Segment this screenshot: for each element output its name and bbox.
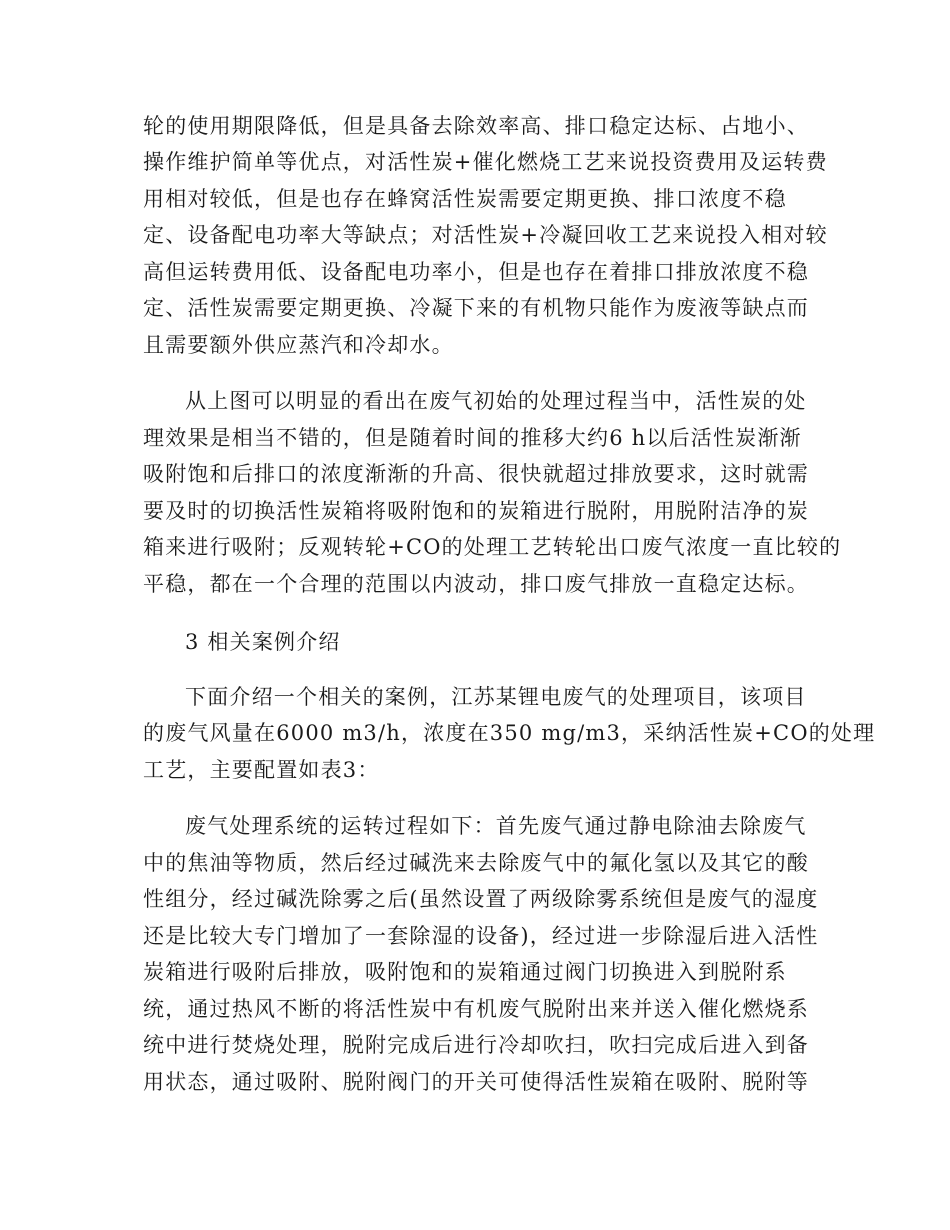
text-line: 操作维护简单等优点，对活性炭+催化燃烧工艺来说投资费用及运转费: [143, 150, 828, 174]
text-line: 定、设备配电功率大等缺点；对活性炭+冷凝回收工艺来说投入相对较: [143, 223, 828, 247]
section-heading: 3 相关案例介绍: [185, 630, 341, 654]
text-line: 统中进行焚烧处理，脱附完成后进行冷却吹扫，吹扫完成后进入到备: [143, 1033, 809, 1057]
text-line: 用状态，通过吸附、脱附阀门的开关可使得活性炭箱在吸附、脱附等: [143, 1070, 809, 1094]
text-line: 高但运转费用低、设备配电功率小，但是也存在着排口排放浓度不稳: [143, 260, 809, 284]
text-line: 还是比较大专门增加了一套除湿的设备)，经过进一步除湿后进入活性: [143, 924, 819, 948]
text-line: 用相对较低，但是也存在蜂窝活性炭需要定期更换、排口浓度不稳: [143, 187, 787, 211]
text-line: 下面介绍一个相关的案例，江苏某锂电废气的处理项目，该项目: [185, 685, 807, 709]
text-line: 吸附饱和后排口的浓度渐渐的升高、很快就超过排放要求，这时就需: [143, 462, 809, 486]
text-line: 性组分，经过碱洗除雾之后(虽然设置了两级除雾系统但是废气的湿度: [143, 887, 819, 911]
text-line: 箱来进行吸附；反观转轮+CO的处理工艺转轮出口废气浓度一直比较的: [143, 535, 842, 559]
text-line: 且需要额外供应蒸汽和冷却水。: [143, 333, 454, 357]
text-line: 轮的使用期限降低，但是具备去除效率高、排口稳定达标、占地小、: [143, 114, 809, 138]
text-line: 要及时的切换活性炭箱将吸附饱和的炭箱进行脱附，用脱附洁净的炭: [143, 499, 809, 523]
text-line: 中的焦油等物质，然后经过碱洗来去除废气中的氟化氢以及其它的酸: [143, 851, 809, 875]
text-line: 的废气风量在6000 m3/h，浓度在350 mg/m3，采纳活性炭+CO的处理: [143, 721, 876, 745]
text-line: 废气处理系统的运转过程如下：首先废气通过静电除油去除废气: [185, 814, 807, 838]
text-line: 炭箱进行吸附后排放，吸附饱和的炭箱通过阀门切换进入到脱附系: [143, 960, 787, 984]
text-line: 工艺，主要配置如表3：: [143, 758, 380, 782]
text-line: 从上图可以明显的看出在废气初始的处理过程当中，活性炭的处: [185, 389, 807, 413]
text-line: 定、活性炭需要定期更换、冷凝下来的有机物只能作为废液等缺点而: [143, 296, 809, 320]
text-line: 统，通过热风不断的将活性炭中有机废气脱附出来并送入催化燃烧系: [143, 997, 809, 1021]
text-line: 平稳，都在一个合理的范围以内波动，排口废气排放一直稳定达标。: [143, 572, 809, 596]
text-line: 理效果是相当不错的，但是随着时间的推移大约6 h以后活性炭渐渐: [143, 426, 802, 450]
